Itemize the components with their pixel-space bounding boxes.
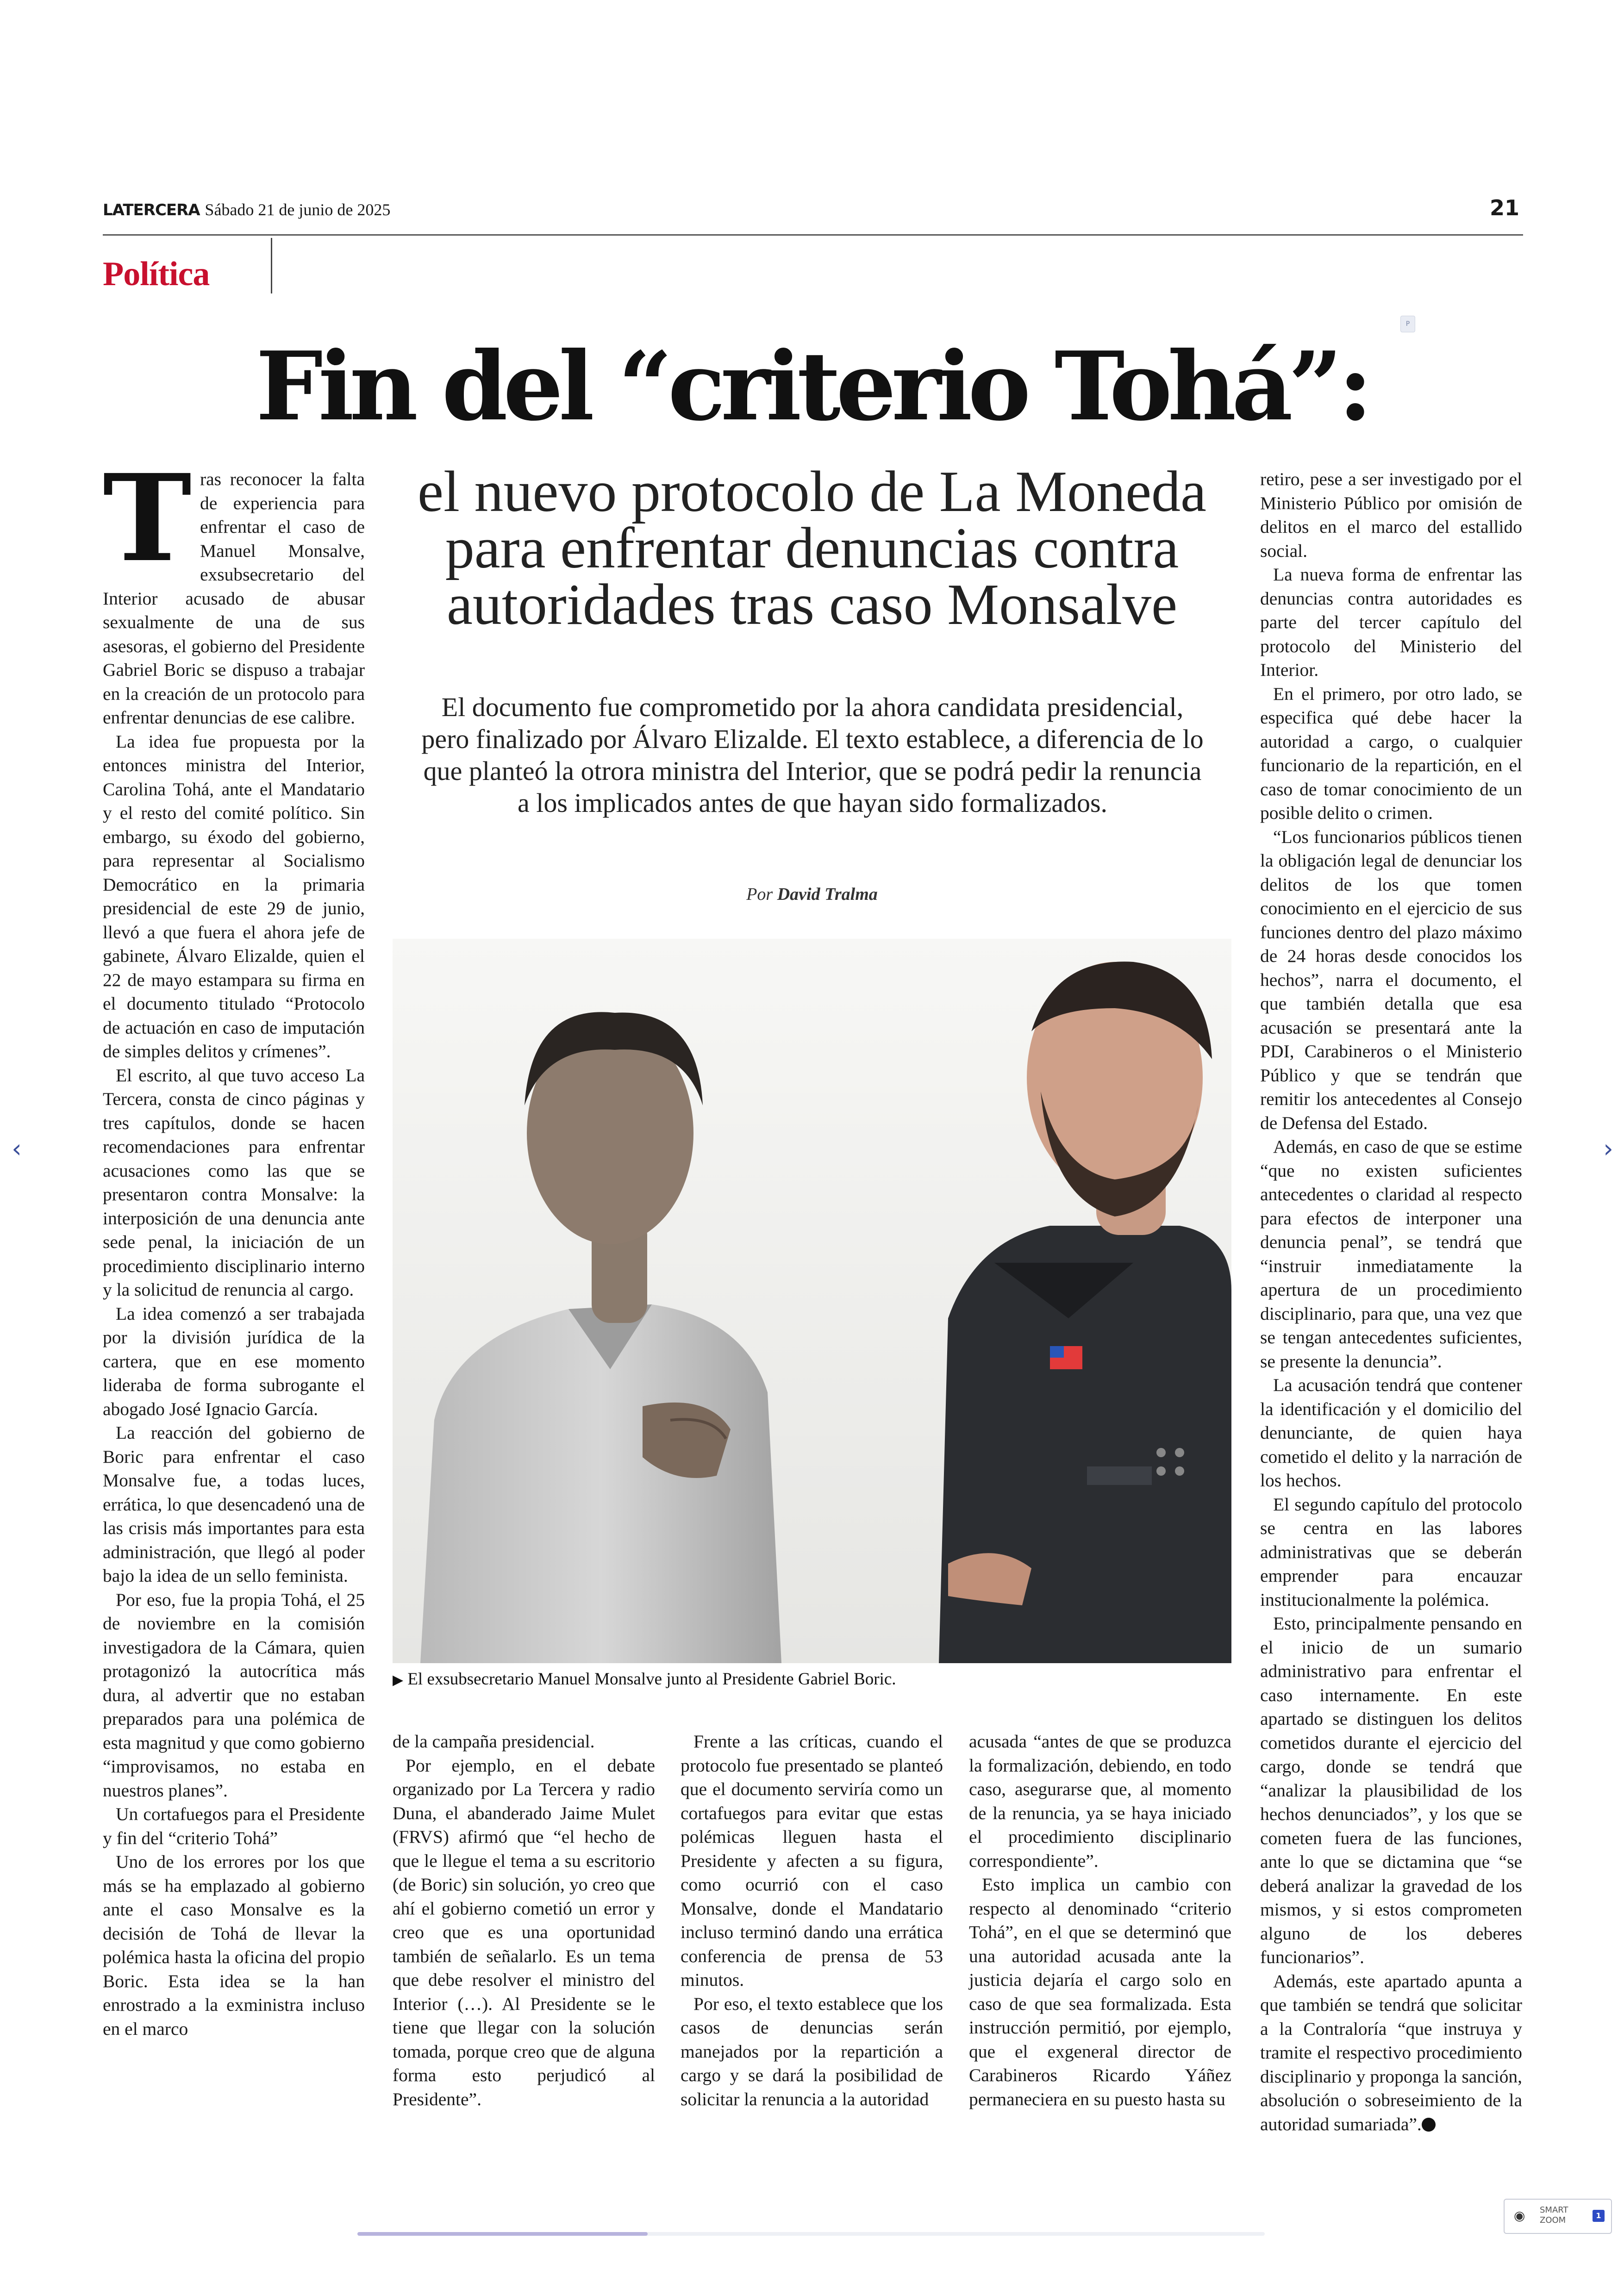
zoom-badge: 1 <box>1593 2210 1605 2222</box>
article-column-4 <box>969 1730 1231 2111</box>
article-deck: El documento fue comprometido por la ahora candidata presidencial, pero finalizado por Álvaro Elizalde. El texto establece, a diferencia de lo que planteó la otrora ministra del Interior, que se podrá pedir la renuncia a los implicados antes de que hayan sido formalizados. <box>421 692 1204 818</box>
header-rule <box>103 234 1523 236</box>
smart-zoom-label-line1: SMART <box>1540 2205 1568 2215</box>
chevron-left-icon[interactable]: ‹ <box>12 1134 22 1163</box>
byline <box>387 884 1237 904</box>
paragraph: La nueva forma de enfrentar las denuncias contra autoridades es parte del tercer capítulo del protocolo del Ministerio del Interior. <box>1260 564 1522 680</box>
chevron-right-icon[interactable]: › <box>1603 1134 1613 1163</box>
scrollbar-thumb[interactable] <box>357 2232 648 2236</box>
paragraph: La idea fue propuesta por la entonces ministra del Interior, Carolina Tohá, ante el Mandatario y el resto del comité político. Sin embargo, su éxodo del gobierno, para representar al Socialismo Democrático en la primaria presidencial de este 29 de junio, llevó a que fuera el ahora jefe de gabinete, Álvaro Elizalde, quien el 22 de mayo estampara su firma en el documento titulado “Protocolo de actuación en caso de imputación de simples delitos y crímenes”. <box>103 731 365 1061</box>
subheadline: el nuevo protocolo de La Moneda para enfrentar denuncias contra autoridades tras caso Monsalve <box>418 460 1206 637</box>
smart-zoom-button[interactable] <box>1504 2199 1612 2234</box>
drop-cap: T <box>103 448 192 588</box>
article-column-1 <box>103 448 365 2041</box>
masthead <box>103 200 390 219</box>
paragraph: El segundo capítulo del protocolo se centra en las labores administrativas que se deberán emprender para encauzar institucionalmente la polémica. <box>1260 1494 1522 1610</box>
paragraph: Por ejemplo, en el debate organizado por La Tercera y radio Duna, el abanderado Jaime Mulet (FRVS) afirmó que “el hecho de que le llegue el tema a su escritorio (de Boric) sin solución, yo creo que ahí el gobierno cometió un error y creo que es una oportunidad también de señalarlo. Es un tema que debe resolver el ministro del Interior (…). Al Presidente se le tiene que llegar con la solución tomada, porque creo que de alguna forma esto perjudicó al Presidente”. <box>393 1755 655 2109</box>
paragraph: “Los funcionarios públicos tienen la obligación legal de denunciar los delitos de los que tomen conocimiento en el ejercicio de sus funciones dentro del plazo máximo de 24 horas desde conocidos los hechos”, narra el documento, el que también detalla que esa acusación se presentará ante la PDI, Carabineros o el Ministerio Público y que se tendrán que remitir los antecedentes al Consejo de Defensa del Estado. <box>1260 826 1522 1133</box>
paragraph: El escrito, al que tuvo acceso La Tercera, consta de cinco páginas y tres capítulos, donde se hacen recomendaciones para enfrentar acusaciones como las que se presentaron contra Monsalve: la interposición de una denuncia ante sede penal, la iniciación de un procedimiento disciplinario interno y la solicitud de renuncia al cargo. <box>103 1065 365 1300</box>
photo-caption-text: El exsubsecretario Manuel Monsalve junto al Presidente Gabriel Boric. <box>407 1670 896 1689</box>
paragraph <box>1260 1970 1522 2137</box>
paragraph: Frente a las críticas, cuando el protocolo fue presentado se planteó que el documento serviría como un cortafuegos para evitar que estas polémicas lleguen hasta el Presidente y afecten a su figura, como ocurrió con el caso Monsalve, donde el Mandatario incluso terminó dando una errática conferencia de prensa de 53 minutos. <box>681 1731 943 1990</box>
photo-caption <box>393 1669 1272 1689</box>
paragraph: Por eso, fue la propia Tohá, el 25 de noviembre en la comisión investigadora de la Cámara, quien protagonizó la autocrítica más dura, al advertir que no estaban preparados para una polémica de esta magnitud y que como gobierno “improvisamos, no estaba en nuestros planes”. <box>103 1589 365 1801</box>
article-photo <box>393 939 1231 1663</box>
page-number: 21 <box>1489 195 1519 220</box>
photo-illustration <box>393 939 1231 1663</box>
byline-author: David Tralma <box>777 885 878 904</box>
end-mark-icon <box>1422 2118 1436 2132</box>
paragraph: La acusación tendrá que contener la identificación y el domicilio del denunciante, de quien haya cometido el delito y la narración de los hechos. <box>1260 1375 1522 1491</box>
paragraph: Uno de los errores por los que más se ha emplazado al gobierno ante el caso Monsalve es la decisión de Tohá de llevar la polémica hasta la oficina del propio Boric. Esta idea se la han enrostrado a la exministra incluso en el marco <box>103 1852 365 2039</box>
paragraph: de la campaña presidencial. <box>393 1731 595 1752</box>
issue-date: Sábado 21 de junio de 2025 <box>205 200 391 219</box>
headline: Fin del “criterio Tohá”: <box>256 331 1368 442</box>
caption-arrow-icon: ▶ <box>393 1672 404 1688</box>
paragraph: retiro, pese a ser investigado por el Ministerio Público por omisión de delitos en el marco del estallido social. <box>1260 469 1522 561</box>
smart-zoom-label-line2: ZOOM <box>1540 2215 1566 2225</box>
byline-prefix: Por <box>746 885 773 904</box>
paragraph: Esto implica un cambio con respecto al denominado “criterio Tohá”, en el que se determinó que una autoridad acusada ante la justicia dejaría el cargo solo en caso de que sea formalizada. Esta instrucción permitió, por ejemplo, que el exgeneral director de Carabineros Ricardo Yáñez permaneciera en su puesto hasta su <box>969 1874 1231 2109</box>
paragraph: En el primero, por otro lado, se especifica qué debe hacer la autoridad a cargo, o cualquier funcionario de la repartición, en el caso de tomar conocimiento de un posible delito o crimen. <box>1260 683 1522 823</box>
paragraph: La reacción del gobierno de Boric para enfrentar el caso Monsalve fue, a todas luces, errática, lo que desencadenó una de las crisis más importantes para esta administración, que llegó al poder bajo la idea de un sello feminista. <box>103 1422 365 1586</box>
smart-zoom-label <box>1540 2205 1568 2226</box>
paragraph-text: Además, este apartado apunta a que también se tendrá que solicitar a la Contraloría “que instruya y tramite el respectivo procedimiento disciplinario y proponga la sanción, absolución o sobreseimiento de la autoridad sumariada”. <box>1260 1971 1522 2134</box>
page-marker-icon[interactable]: P <box>1400 316 1415 332</box>
paragraph: Esto, principalmente pensando en el inicio de un sumario administrativo para enfrentar el caso internamente. En este apartado se distinguen los delitos cometidos durante el ejercicio del cargo, donde se tendrá que “analizar la plausibilidad de los hechos denunciados”, y los que se cometen fuera de las funciones, ante lo que se dictamina que “se deberá analizar la gravedad de los mismos, y si estos comprometen alguno de los deberes funcionarios”. <box>1260 1613 1522 1967</box>
paragraph: acusada “antes de que se produzca la formalización, debiendo, en todo caso, asegurarse que, al momento de la renuncia, ya se haya iniciado el procedimiento disciplinario correspondiente”. <box>969 1731 1231 1871</box>
paragraph: ras reconocer la falta de experiencia para enfrentar el caso de Manuel Monsalve, exsubsecretario del Interior acusado de abusar sexualmente de una de sus asesoras, el gobierno del Presidente Gabriel Boric se dispuso a trabajar en la creación de un protocolo para enfrentar denuncias de ese calibre. <box>103 469 365 728</box>
article-column-5 <box>1260 468 1522 2136</box>
paragraph: La idea comenzó a ser trabajada por la división jurídica de la cartera, que en ese momento lideraba de forma subrogante el abogado José Ignacio García. <box>103 1303 365 1419</box>
eye-icon: ◉ <box>1514 2208 1525 2223</box>
brand-name: LATERCERA <box>103 201 200 219</box>
article-column-2 <box>393 1730 655 2111</box>
section-label: Política <box>103 255 210 293</box>
subhead: Un cortafuegos para el Presidente y fin del “criterio Tohá” <box>103 1804 365 1848</box>
section-divider <box>271 238 272 293</box>
paragraph: Por eso, el texto establece que los casos de denuncias serán manejados por la repartición a cargo y se dará la posibilidad de solicitar la renuncia a la autoridad <box>681 1993 943 2109</box>
paragraph: Además, en caso de que se estime “que no existen suficientes antecedentes o claridad al respecto para efectos de interponer una denuncia penal”, se tendrá que “instruir inmediatamente la apertura de un procedimiento disciplinario, para que, una vez que se tengan antecedentes suficientes, se presente la denuncia”. <box>1260 1136 1522 1372</box>
article-column-3 <box>681 1730 943 2111</box>
